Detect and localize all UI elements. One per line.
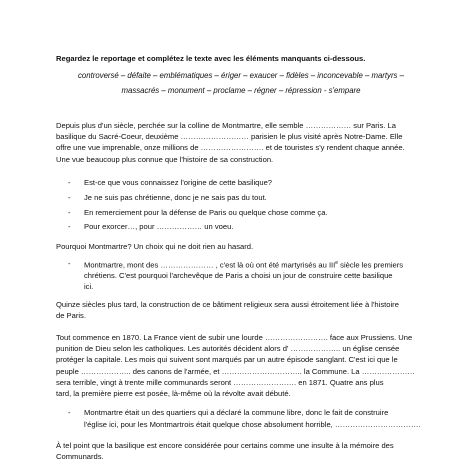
bullet-item: [68, 407, 422, 431]
bullet-text: Montmartre était un des quartiers qui a déclaré la commune libre, donc le fait de construire: [84, 408, 389, 417]
paragraph-question: [56, 241, 422, 252]
bullet-dash: -: [68, 259, 71, 268]
bullet-item: [68, 258, 422, 294]
paragraph-line: Tout commence en 1870. La France vient de subir une lourde ……………………. face aux Prussiens. Une: [56, 333, 413, 342]
bullet-text: Je ne suis pas chrétienne, donc je ne sais pas du tout.: [84, 193, 267, 202]
word-bank-line-2: massacrés – monument – proclame – régner – répression - s'empare: [121, 86, 361, 95]
bullet-dash: -: [68, 408, 71, 417]
paragraph-history: [56, 299, 422, 321]
paragraph-line: basilique du Sacré-Coeur, deuxième ……………………… parisien le plus visité après Notre-Dame. Elle: [56, 132, 403, 142]
paragraph-line: Communards.: [56, 452, 104, 462]
word-bank-line-1: controversé – défaite – emblématiques – ériger – exaucer – fidèles – inconcevable – martyrs –: [78, 71, 404, 80]
bullet-text: Est-ce que vous connaissez l'origine de cette basilique?: [84, 178, 273, 187]
paragraph-line: punition de Dieu selon les catholiques. Les autorités décident alors d' ……………….. un église censée: [56, 344, 400, 354]
bullet-text-part: siècle les premiers: [338, 260, 404, 270]
paragraph-commune: [56, 332, 422, 399]
paragraph-line: protéger la capitale. Les mois qui suivent sont marqués par un autre épisode sanglant. C'est ici que le: [56, 355, 398, 365]
paragraph-line: Depuis plus d'un siècle, perchée sur la colline de Montmartre, elle semble ……………… sur Paris. La: [56, 121, 396, 130]
paragraph-line: offre une vue imprenable, onze millions de ……………………. et de touristes s'y rendent chaque année.: [56, 143, 405, 153]
bullet-text: l'église ici, pour les Montmartrois était quelque chose absolument horrible, …………………………….: [84, 419, 421, 429]
paragraph-intro: [56, 120, 422, 165]
superscript: e: [335, 260, 339, 266]
paragraph-line: Quinze siècles plus tard, la construction de ce bâtiment religieux sera aussi étroitement liée à l'histoire: [56, 300, 399, 309]
bullet-dash: -: [68, 222, 71, 231]
instruction-heading: Regardez le reportage et complétez le texte avec les éléments manquants ci-dessous.: [56, 54, 366, 63]
paragraph-line: À tel point que la basilique est encore considérée pour certains comme une insulte à la mémoire des: [56, 441, 394, 450]
bullet-text: ici.: [84, 282, 94, 291]
bullet-dash: -: [68, 193, 71, 202]
bullet-text: chrétiens. C'est pourquoi l'archevêque de Paris a choisi un jour de construire cette basilique: [84, 270, 393, 280]
bullet-text: En remerciement pour la défense de Paris ou quelque chose comme ça.: [84, 208, 328, 217]
paragraph-line: Pourquoi Montmartre? Un choix qui ne doit rien au hasard.: [56, 242, 254, 251]
paragraph-line: de Paris.: [56, 311, 86, 321]
bullet-dash: -: [68, 178, 71, 187]
bullet-text: Pour exorcer…, pour ……………… un voeu.: [84, 222, 234, 231]
paragraph-line: peuple ……………….. des canons de l'armée, et ………………………….. la Commune. La …………………: [56, 366, 415, 376]
bullet-text-part: Montmartre, mont des ………………… , c'est là où ont été martyrisés au III: [84, 260, 336, 270]
bullet-dash: -: [68, 208, 71, 217]
paragraph-line: sera terrible, vingt à trente mille communards seront ……………………. en 1871. Quatre ans plus: [56, 377, 384, 387]
paragraph-line: tard, la première pierre est posée, là-même où la révolte avait débuté.: [56, 389, 291, 399]
paragraph-line: Une vue beaucoup plus connue que l'histoire de sa construction.: [56, 154, 274, 164]
paragraph-conclusion: [56, 440, 422, 462]
